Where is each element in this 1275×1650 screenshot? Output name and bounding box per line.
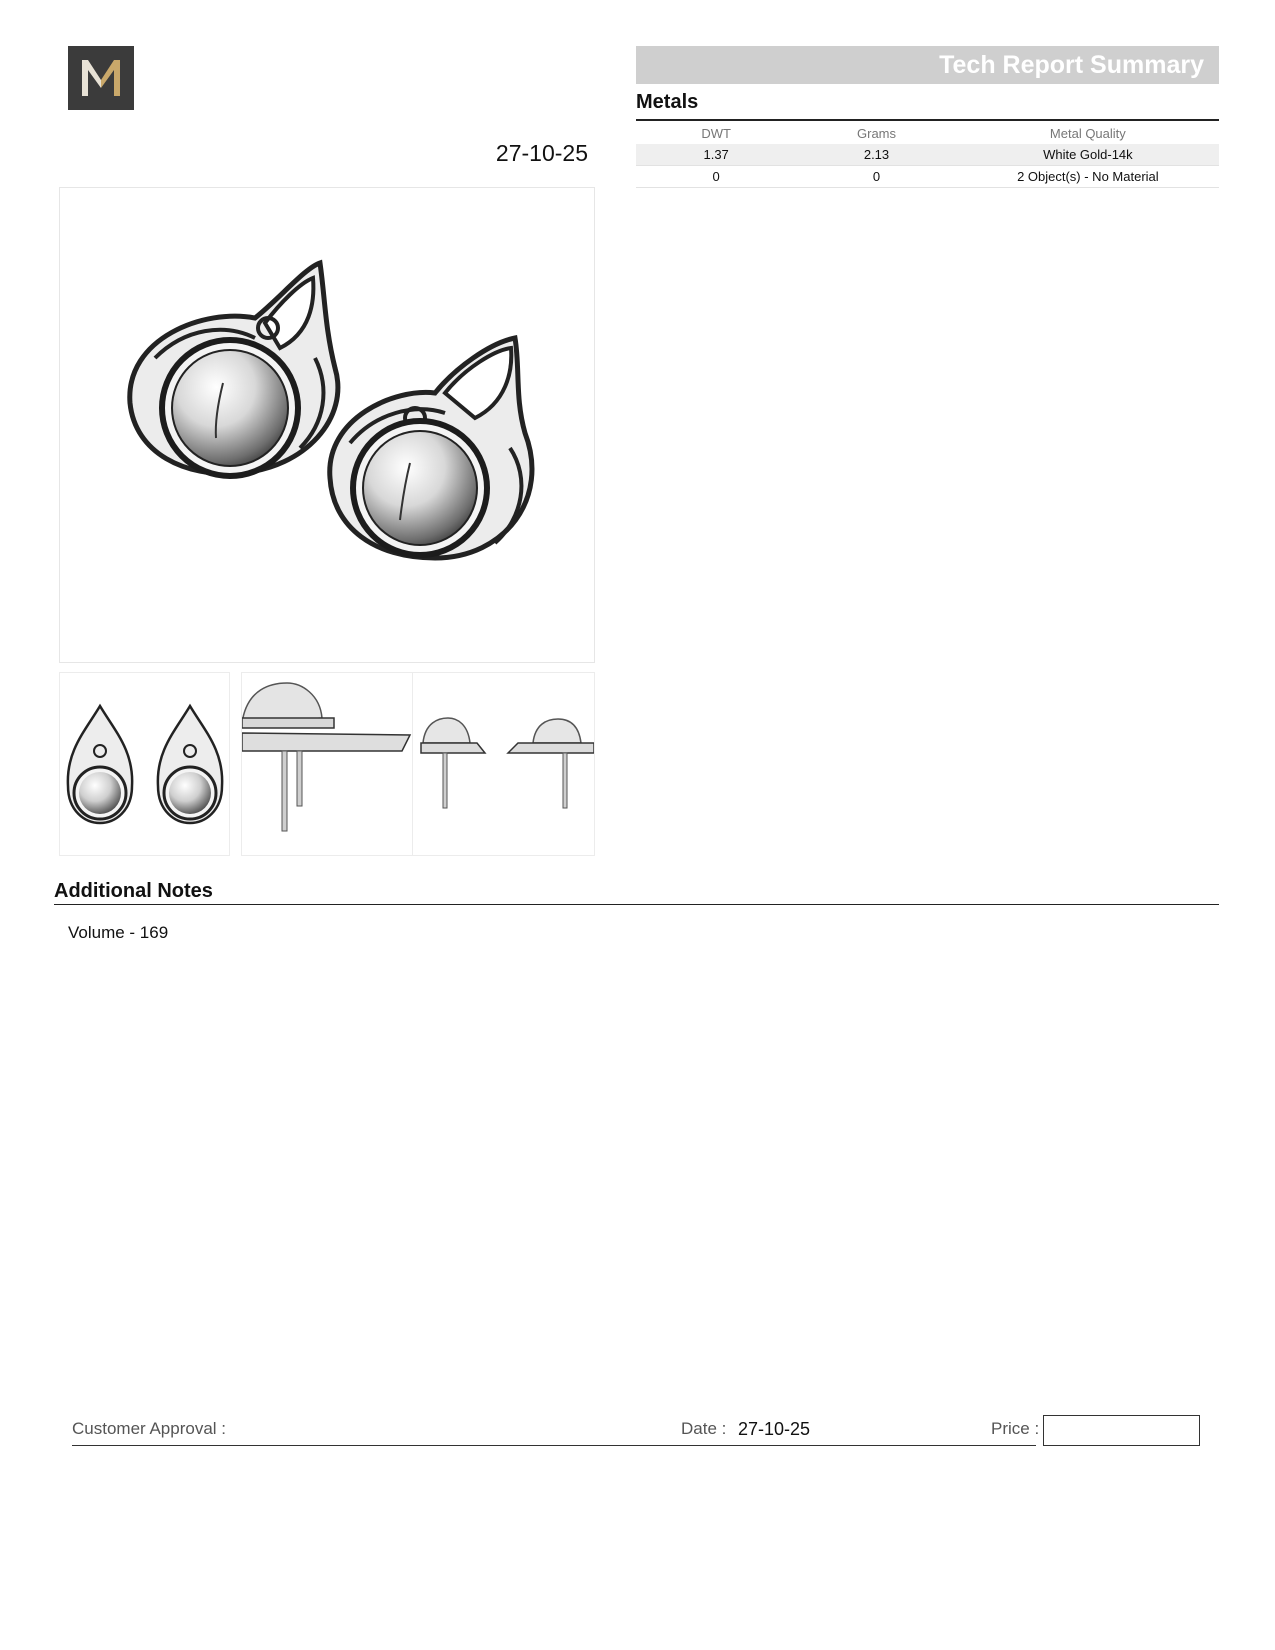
cell-grams: 0 bbox=[796, 166, 956, 188]
earring-side-view-render bbox=[242, 673, 412, 855]
column-header-dwt: DWT bbox=[701, 125, 731, 141]
logo-m-icon bbox=[68, 46, 134, 110]
date-label: Date : bbox=[681, 1419, 727, 1438]
table-header-row bbox=[636, 122, 1219, 144]
divider bbox=[636, 119, 1219, 121]
customer-approval-label: Customer Approval : bbox=[72, 1419, 227, 1438]
report-date: 27-10-25 bbox=[495, 140, 588, 166]
cell-metal-quality: 2 Object(s) - No Material bbox=[957, 166, 1219, 188]
top-side-view-thumbnail bbox=[412, 672, 595, 856]
cell-dwt: 1.37 bbox=[636, 144, 796, 166]
additional-notes-heading: Additional Notes bbox=[54, 880, 213, 902]
column-header-grams: Grams bbox=[857, 125, 896, 141]
date-value: 27-10-25 bbox=[738, 1419, 811, 1439]
metals-heading: Metals bbox=[636, 91, 699, 113]
cell-metal-quality: White Gold-14k bbox=[957, 144, 1219, 166]
title-bar bbox=[636, 46, 1219, 84]
main-render-image bbox=[59, 187, 595, 663]
cell-dwt: 0 bbox=[636, 166, 796, 188]
divider bbox=[54, 904, 1219, 905]
table-row bbox=[636, 166, 1219, 188]
side-view-thumbnail bbox=[241, 672, 413, 856]
front-view-thumbnail bbox=[59, 672, 230, 856]
column-header-metal-quality: Metal Quality bbox=[1049, 125, 1126, 141]
signature-line[interactable] bbox=[72, 1445, 1036, 1446]
cell-grams: 2.13 bbox=[796, 144, 956, 166]
company-logo bbox=[68, 46, 134, 110]
earring-front-view-render bbox=[60, 673, 229, 855]
price-label: Price : bbox=[991, 1419, 1040, 1438]
price-field[interactable] bbox=[1043, 1415, 1200, 1446]
table-row bbox=[636, 144, 1219, 166]
report-title: Tech Report Summary bbox=[939, 51, 1204, 79]
earring-pair-render bbox=[60, 188, 594, 662]
earring-top-side-view-render bbox=[413, 673, 594, 855]
notes-text: Volume - 169 bbox=[68, 923, 169, 942]
metals-table bbox=[636, 122, 1219, 188]
